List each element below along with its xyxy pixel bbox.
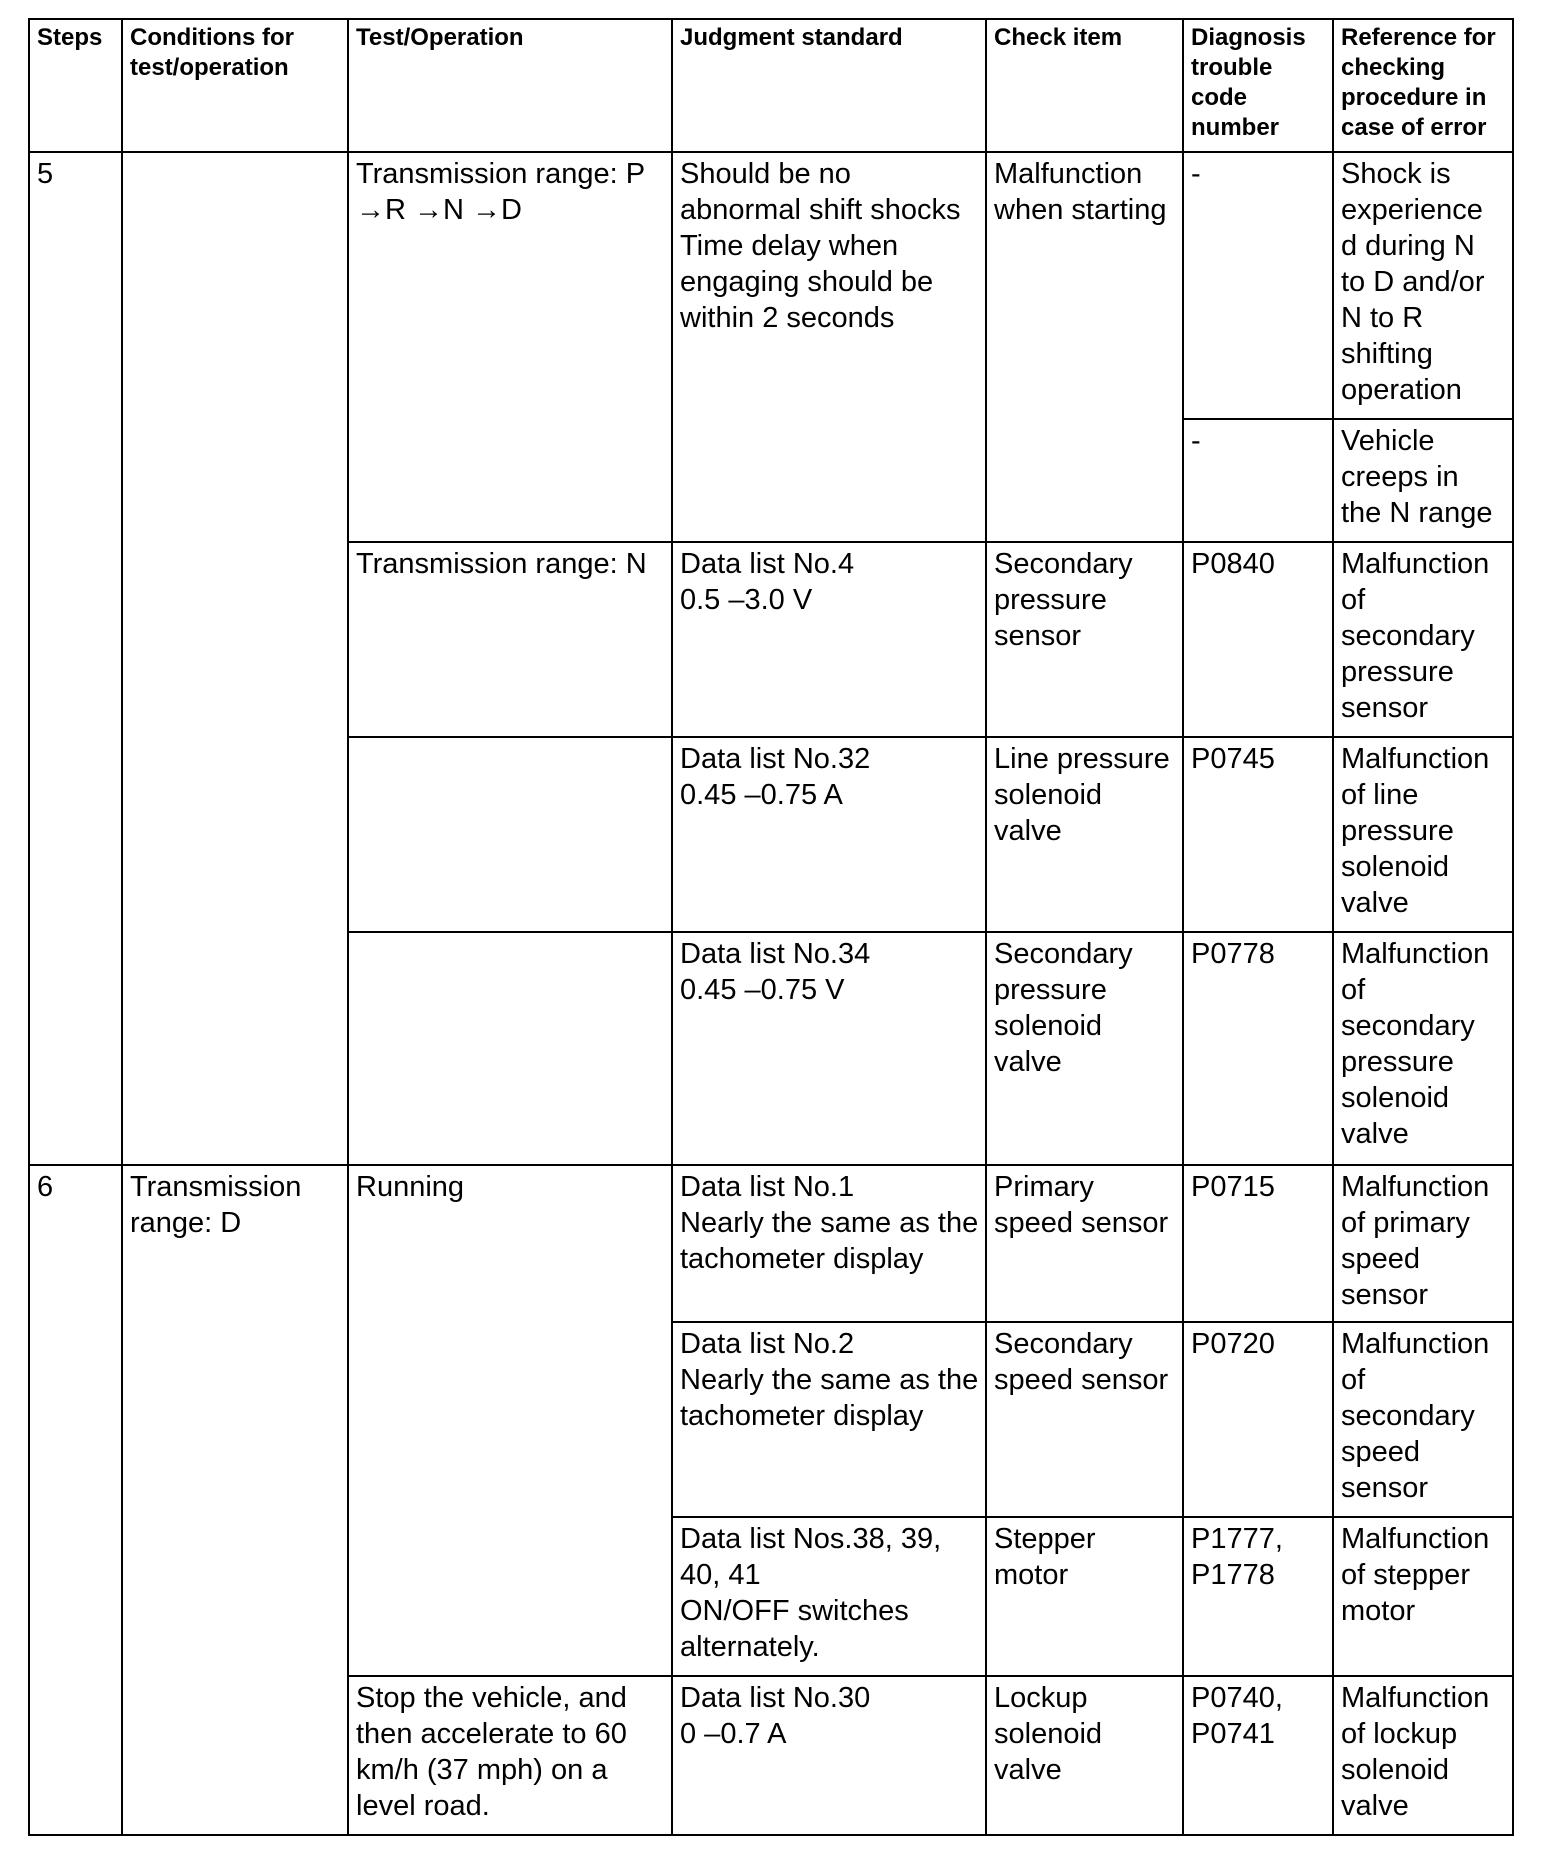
- header-reference: Reference for checking procedure in case of error: [1333, 19, 1513, 152]
- dtc-cell: P0720: [1183, 1322, 1333, 1517]
- test-operation-cell: Transmission range: N: [348, 542, 672, 737]
- dtc-cell: P0715: [1183, 1165, 1333, 1322]
- check-item-cell: Line pressure solenoid valve: [986, 737, 1183, 932]
- header-test-operation: Test/Operation: [348, 19, 672, 152]
- test-operation-cell: [348, 932, 672, 1165]
- reference-cell: Malfunction of secondary pressure solenoid valve: [1333, 932, 1513, 1165]
- check-item-cell: Malfunction when starting: [986, 152, 1183, 542]
- reference-cell: Malfunction of stepper motor: [1333, 1517, 1513, 1676]
- dtc-cell: -: [1183, 419, 1333, 542]
- dtc-cell: -: [1183, 152, 1333, 419]
- test-operation-cell: [348, 737, 672, 932]
- judgment-cell: Data list No.32 0.45 –0.75 A: [672, 737, 986, 932]
- check-item-cell: Primary speed sensor: [986, 1165, 1183, 1322]
- check-item-cell: Secondary speed sensor: [986, 1322, 1183, 1517]
- table-row: [29, 152, 1513, 419]
- check-item-cell: Secondary pressure solenoid valve: [986, 932, 1183, 1165]
- header-row: [29, 19, 1513, 152]
- test-operation-cell: Running: [348, 1165, 672, 1676]
- header-dtc-number: Diagnosis trouble code number: [1183, 19, 1333, 152]
- conditions-cell: [122, 152, 348, 1165]
- judgment-cell: Data list No.34 0.45 –0.75 V: [672, 932, 986, 1165]
- judgment-cell: Data list Nos.38, 39, 40, 41 ON/OFF switches alternately.: [672, 1517, 986, 1676]
- header-steps: Steps: [29, 19, 122, 152]
- check-item-cell: Secondary pressure sensor: [986, 542, 1183, 737]
- dtc-cell: P0740, P0741: [1183, 1676, 1333, 1835]
- reference-cell: Malfunction of line pressure solenoid valve: [1333, 737, 1513, 932]
- conditions-cell: Transmission range: D: [122, 1165, 348, 1835]
- check-item-cell: Lockup solenoid valve: [986, 1676, 1183, 1835]
- header-check-item: Check item: [986, 19, 1183, 152]
- judgment-cell: Data list No.4 0.5 –3.0 V: [672, 542, 986, 737]
- diagnosis-table: [28, 18, 1514, 1836]
- judgment-cell: Data list No.2 Nearly the same as the tachometer display: [672, 1322, 986, 1517]
- reference-cell: Vehicle creeps in the N range: [1333, 419, 1513, 542]
- reference-cell: Malfunction of secondary pressure sensor: [1333, 542, 1513, 737]
- step-number: 5: [29, 152, 122, 1165]
- dtc-cell: P0778: [1183, 932, 1333, 1165]
- reference-cell: Malfunction of lockup solenoid valve: [1333, 1676, 1513, 1835]
- reference-cell: Malfunction of secondary speed sensor: [1333, 1322, 1513, 1517]
- judgment-cell: Data list No.30 0 –0.7 A: [672, 1676, 986, 1835]
- dtc-cell: P1777, P1778: [1183, 1517, 1333, 1676]
- dtc-cell: P0745: [1183, 737, 1333, 932]
- reference-cell: Malfunction of primary speed sensor: [1333, 1165, 1513, 1322]
- reference-cell: Shock is experience d during N to D and/or N to R shifting operation: [1333, 152, 1513, 419]
- check-item-cell: Stepper motor: [986, 1517, 1183, 1676]
- judgment-cell: Data list No.1 Nearly the same as the tachometer display: [672, 1165, 986, 1322]
- test-operation-cell: Transmission range: P →R →N →D: [348, 152, 672, 542]
- header-conditions: Conditions for test/operation: [122, 19, 348, 152]
- header-judgment-standard: Judgment standard: [672, 19, 986, 152]
- step-number: 6: [29, 1165, 122, 1835]
- judgment-cell: Should be no abnormal shift shocks Time delay when engaging should be within 2 seconds: [672, 152, 986, 542]
- dtc-cell: P0840: [1183, 542, 1333, 737]
- table-row: [29, 1165, 1513, 1322]
- test-operation-cell: Stop the vehicle, and then accelerate to 60 km/h (37 mph) on a level road.: [348, 1676, 672, 1835]
